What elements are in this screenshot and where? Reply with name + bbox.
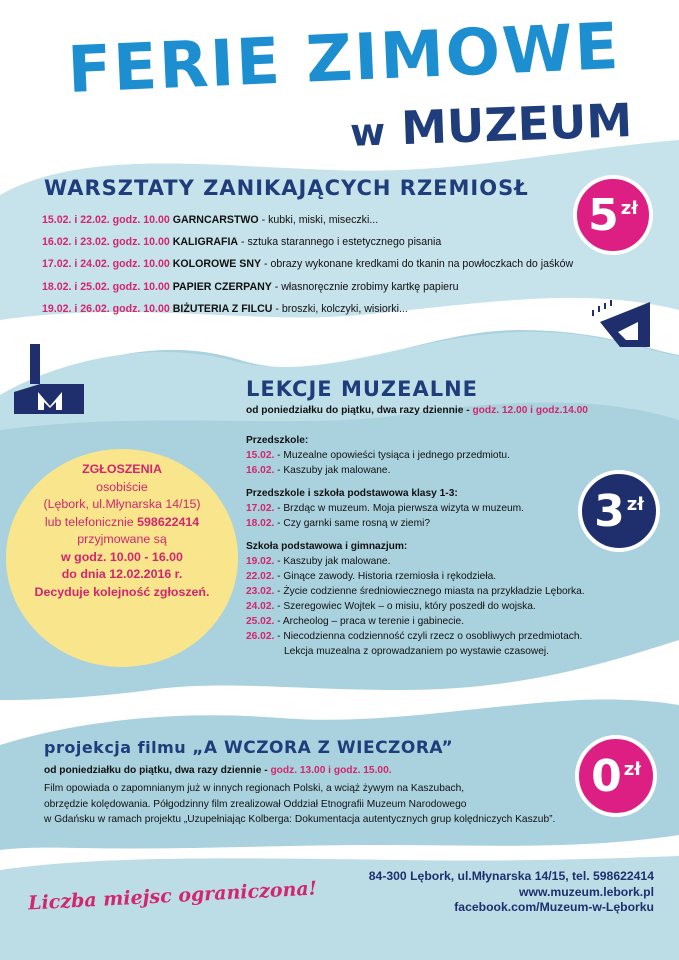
footer-www-link[interactable]: www.muzeum.lebork.pl [519,884,654,899]
list-item: 18.02. i 25.02. godz. 10.00 PAPIER CZERPANY - własnoręcznie zrobimy kartkę papieru [42,280,459,293]
subtitle-w: w [349,109,387,155]
footer-facebook-link[interactable]: facebook.com/Muzeum-w-Lęborku [454,900,654,914]
zgloszenia-text: ZGŁOSZENIA osobiście (Lębork, ul.Młynarska 14/15) lub telefonicznie 598622414 przyjmowane są w godz. 10.00 - 16.00 do dnia 12.02.2016 r. Decyduje kolejność zgłoszeń. [20,461,224,601]
warsztaty-list [42,209,573,320]
list-item: 23.02. - Życie codzienne średniowiecznego miasta na przykładzie Lęborka. [246,586,585,597]
list-item: 18.02. - Czy garnki same rosną w ziemi? [246,518,431,529]
footer-contact [369,869,654,916]
museum-logo-small-icon [590,292,660,352]
film-description: Film opowiada o zapomnianym już w innych regionach Polski, a wciąż żywym na Kaszubach, obrzędzie kolędowania. Półgodzinny film zrealizował Oddział Etnografii Muzeum Narodowego w Gdańsku w ramach projektu „Uzupełniając Kolberga: Dokumentacja autentycznych grup kolędniczych Kaszub”. [44,783,556,825]
list-item: 16.02. - Kaszuby jak malowane. [246,465,391,476]
list-item: 25.02. - Archeolog – praca w terenie i gabinecie. [246,616,465,627]
zgloszenia-title: ZGŁOSZENIA [82,462,162,476]
subtitle-muzeum: MUZEUM [400,93,634,156]
group-title: Przedszkole i szkoła podstawowa klasy 1-3: [246,488,458,499]
list-item: 15.02. - Muzealne opowieści tysiąca i jednego przedmiotu. [246,450,510,461]
list-item: 19.02. i 26.02. godz. 10.00 BIŻUTERIA Z FILCU - broszki, kolczyki, wisiorki... [42,302,408,315]
price-badge-film: 0 zł [575,735,657,817]
footer-address: 84-300 Lębork, ul.Młynarska 14/15, tel. 598622414 [368,869,654,883]
group-title: Szkoła podstawowa i gimnazjum: [246,541,408,552]
film-title: projekcja filmu „A WCZORA Z WIECZORA” [44,738,454,758]
list-item: 15.02. i 22.02. godz. 10.00 GARNCARSTWO - kubki, miski, miseczki... [42,214,379,226]
page-title: FERIE ZIMOWE [66,9,622,109]
price-badge-warsztaty: 5 zł [573,175,653,255]
price-badge-lekcje: 3 zł [578,470,660,552]
lekcje-title: LEKCJE MUZEALNE [246,377,479,401]
warsztaty-title: WARSZTATY ZANIKAJĄCYCH RZEMIOSŁ [44,176,529,200]
museum-logo-icon [10,344,88,416]
list-item: 26.02. - Niecodzienna codzienność czyli rzecz o osobliwych przedmiotach. [246,631,583,642]
list-item: 17.02. - Brzdąc w muzeum. Moja pierwsza wizyta w muzeum. [246,503,524,514]
list-item: 22.02. - Ginące zawody. Historia rzemiosła i rękodzieła. [246,571,497,582]
limit-note: Liczba miejsc ograniczona! [27,877,318,915]
film-schedule: od poniedziałku do piątku, dwa razy dziennie - godz. 13.00 i godz. 15.00. [44,765,392,776]
list-item-extra: Lekcja muzealna z oprowadzaniem po wystawie czasowej. [284,646,550,657]
list-item: 16.02. i 23.02. godz. 10.00 KALIGRAFIA - sztuka starannego i estetycznego pisania [42,236,442,249]
list-item: 17.02. i 24.02. godz. 10.00 KOLOROWE SNY - obrazy wykonane kredkami do tkanin na powłoczkach do jaśków [42,258,574,271]
lekcje-body [246,433,585,659]
group-title: Przedszkole: [246,435,309,446]
page-subtitle [349,93,633,157]
list-item: 19.02. - Kaszuby jak malowane. [246,556,391,567]
list-item: 24.02. - Szeregowiec Wojtek – o misiu, który poszedł do wojska. [246,601,536,612]
lekcje-schedule: od poniedziałku do piątku, dwa razy dziennie - godz. 12.00 i godz.14.00 [246,405,588,416]
